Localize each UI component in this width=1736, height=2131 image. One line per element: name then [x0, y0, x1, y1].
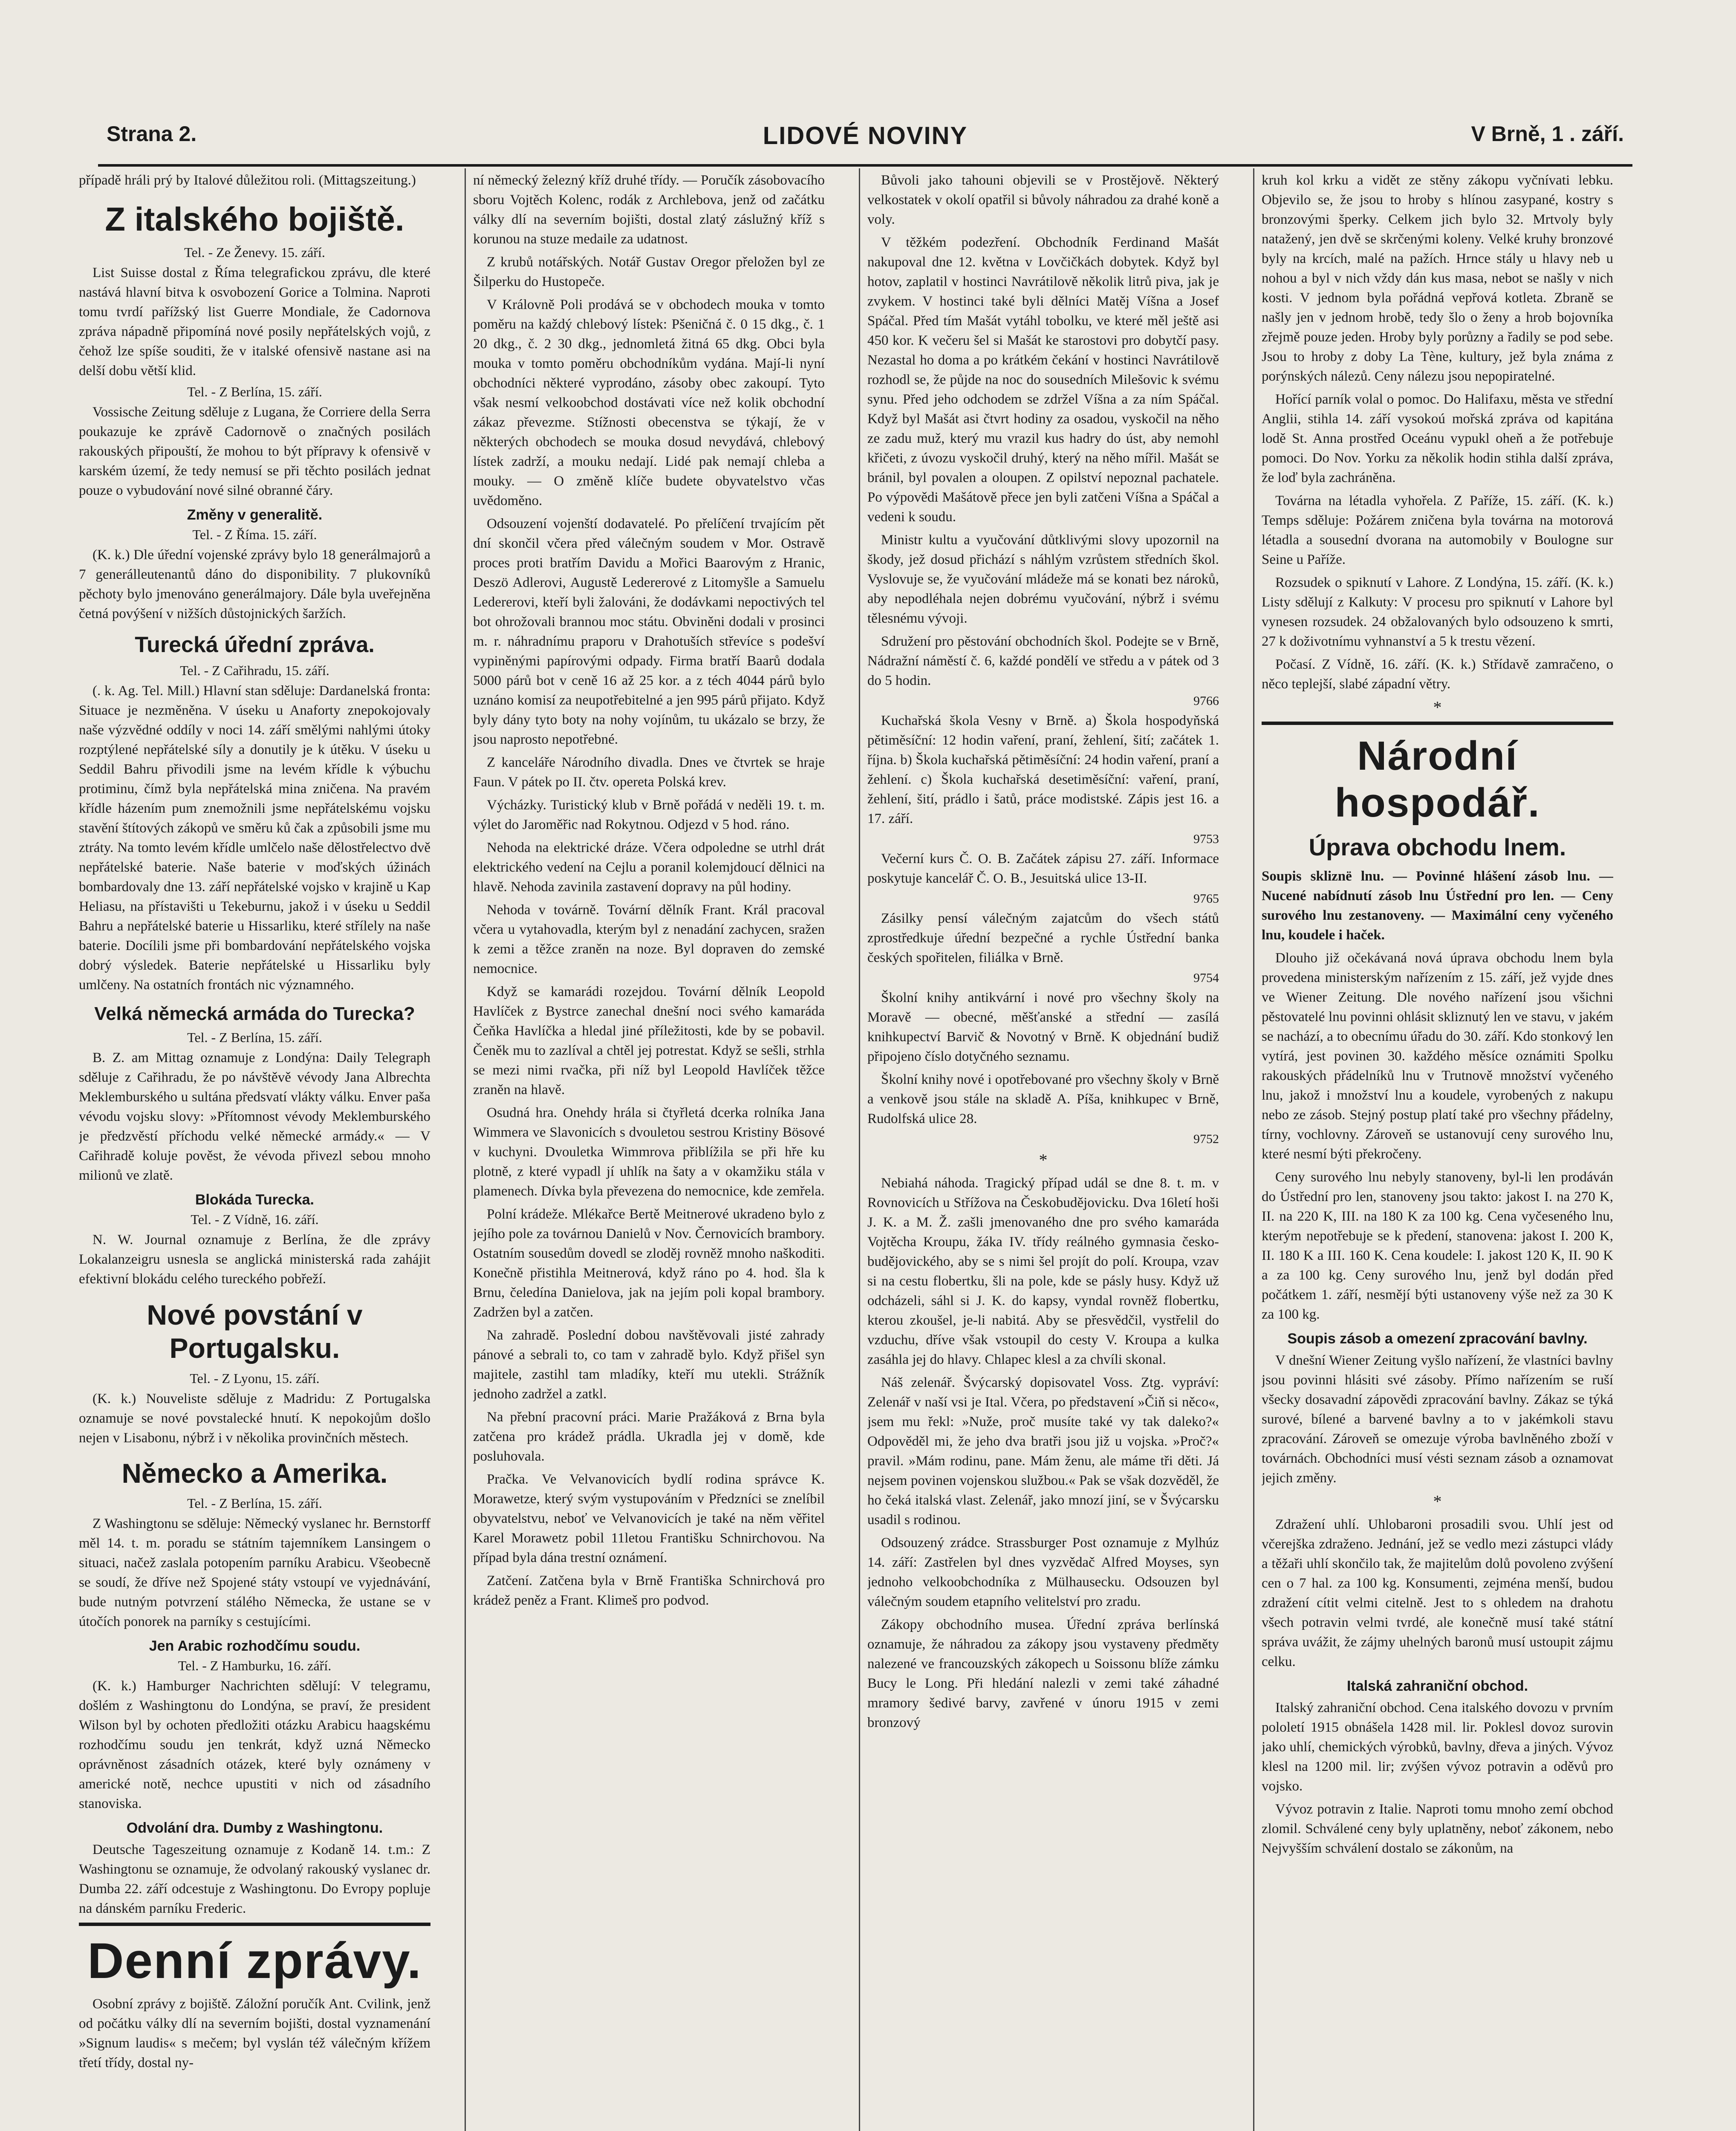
article-text: Školní knihy antikvární i nové pro všechny školy na Moravě — obecné, měšťanské a střední — zasílá knihkupectví Barvič & Novotný v Brně. K objednání budiž připojeno číslo dotyčného seznamu.: [867, 990, 1219, 1064]
article-text: Zákopy obchodního musea. Úřední zpráva berlínská oznamuje, že náhradou za zákopy jsou vystaveny předměty nalezené ve francouzských zákopech u Soissonu blíže zámku Bucy le Long. Při hledání nalezli v zemi také záhadné mramory šedivé barvy, zavřené v únoru 1915 v zemi bronzový: [867, 1617, 1219, 1730]
issue-date: V Brně, 1 . září.: [1471, 122, 1624, 146]
article-text: Rozsudek o spiknutí v Lahore. Z Londýna, 15. září. (K. k.) Listy sdělují z Kalkuty: V procesu pro spiknutí v Lahore byl vynesen rozsudek. 24 obžalovaných bylo odsouzeno k smrti, 27 k doživotnímu vyhnanství a 5 k trestu vězení.: [1262, 575, 1613, 649]
article-text: Hořící parník volal o pomoc. Do Halifaxu, města ve střední Anglii, stihla 14. září vysokoú mořská zpráva od kapitána lodě St. Anna prostřed Oceánu vypukl oheň a že potřebuje pomoci. Do Nov. Yorku za několik hodin stihla další zpráva, že loď byla zachráněna.: [1262, 392, 1613, 485]
article-text: (K. k.) Dle úřední vojenské zprávy bylo 18 generálmajorů a 7 generálleutenantů dáno do disponibility. 7 plukovníků pěchoty bylo jmenováno generálmajory. Dále byla uveřejněna četná povýšení v nižších důstojnických šaržích.: [79, 547, 430, 621]
article-text: Nebiahá náhoda. Tragický případ udál se dne 8. t. m. v Rovnovicích u Střížova na Českobudějovicku. Dva 16letí hoši J. K. a M. Ž. zašli jmenovaného dne pro svého kamaráda Vojtěcha Kroupu, žáka IV. třídy reálného gymnasia česko-budějovického, aby se s nimi šel projít do polí. Kroupa, vzav si na cestu flobertku, šli na pole, kde se pásly husy. Když už odcházeli, sáhl si J. K. do kapsy, vyndal rovněž flobertku, kterou zkoušel, je-li nabitá. Aby se přesvědčil, vystřelil do vzduchu, dříve však vstoupil do cesty V. Kroupa a kulka zasáhla jej do hlavy. Chlapec klesl a za chvíli skonal.: [867, 1175, 1219, 1367]
headline-portugal: Nové povstání v Portugalsku.: [147, 1299, 363, 1364]
article-text: Náš zelenář. Švýcarský dopisovatel Voss. Ztg. vypráví: Zelenář v naší vsi je Ital. Včera, po představení »Čiň si něco«, jsem mu řekl: »Nuže, proč musíte také vy tak daleko?« Odpověděl mi, že jeho dva bratři jsou již u vojska. »Proč?« pravil. »Mám rodinu, pane. Mám ženu, ale máme tři děti. Já nejsem povinen vojenskou službou.« Pak se však dozvěděl, že ho čeká italská vlast. Zelenář, jako mnozí jiní, se v Švýcarsku usadil s rodinou.: [867, 1375, 1219, 1528]
column-2: [473, 170, 825, 2131]
article-text: Kuchařská škola Vesny v Brně. a) Škola hospodyňská pětiměsíční: 12 hodin vaření, praní, žehlení, šití; začátek 1. října. b) Škola kuchařská pětiměsíční: 24 hodin vaření, praní a žehlení. c) Škola kuchařská desetiměsíční: vaření, praní, žehlení, šití, prádlo i šatů, práce modistské. Zápis jest 16. a 17. září.: [867, 713, 1219, 826]
masthead: [107, 121, 1624, 153]
subheadline: Změny v generalitě.: [187, 507, 323, 523]
article-text: ní německý železný kříž druhé třídy. — Poručík zásobovacího sboru Vojtěch Kolenc, rodák z Archlebova, jenž od začátku války dlí na severním bojišti, dostal zlatý záslužný kříž s korunou na stuze medaile za udatnost.: [473, 173, 825, 247]
headline-italian-front: Z italského bojiště.: [105, 200, 404, 238]
article-text: Z krubů notářských. Notář Gustav Oregor přeložen byl ze Šilperku do Hustopeče.: [473, 254, 825, 289]
section-rule: [1262, 722, 1613, 725]
article-text: Vývoz potravin z Italie. Naproti tomu mnoho zemí obchod zlomil. Schválené ceny byly uplatněny, neboť zákonem, nebo Nejvyšším schválení dostalo se zákonům, na: [1262, 1802, 1613, 1856]
article-text: Továrna na létadla vyhořela. Z Paříže, 15. září. (K. k.) Temps sděluje: Požárem zničena byla továrna na motorová létadla a sousední dvorana na automobily v Boulogne sur Seine u Paříže.: [1262, 493, 1613, 567]
newspaper-name: LIDOVÉ NOVINY: [763, 122, 968, 150]
dateline: Tel. - Z Berlína, 15. září.: [187, 384, 322, 399]
ad-number: 9766: [1193, 694, 1219, 708]
article-text: Na zahradě. Poslední dobou navštěvovali jisté zahrady pánové a sebrali to, co tam v zahradě bylo. Když přišel syn majitele, zastihl tam mladíky, kteří mu utekli. Strážník jednoho zadržel a zatkl.: [473, 1328, 825, 1402]
headline-turkish-report: Turecká úřední zpráva.: [135, 632, 375, 657]
column-divider: [465, 168, 466, 2131]
article-text: Osobní zprávy z bojiště. Záložní poručík Ant. Cvilink, jenž od počátku války dlí na severním bojišti, dostal vyznamenání »Signum laudis« s mečem; byl vyslán též válečným křížem třetí třídy, dostal ny-: [79, 1996, 430, 2070]
article-text: Večerní kurs Č. O. B. Začátek zápisu 27. září. Informace poskytuje kancelář Č. O. B., Jesuitská ulice 13-II.: [867, 851, 1219, 886]
dateline: Tel. - Z Říma. 15. září.: [192, 527, 317, 542]
section-rule: [79, 1923, 430, 1926]
section-title-economy: Národní hospodář.: [1334, 733, 1540, 826]
subheadline: Odvolání dra. Dumby z Washingtonu.: [126, 1820, 383, 1836]
subheadline: Blokáda Turecka.: [195, 1192, 315, 1208]
article-text: Pračka. Ve Velvanovicích bydlí rodina správce K. Morawetze, který svým vystupováním v Předzníci se znelíbil obyvatelstvu, neboť ve Velvanovicích je také na něm věřitel Karel Morawetz pobil 11letou Františku Schnirchovou. Na případ byla dána trestní oznámení.: [473, 1472, 825, 1565]
headline-germany-america: Německo a Amerika.: [121, 1458, 388, 1489]
article-text: Polní krádeže. Mlékařce Bertě Meitnerové ukradeno bylo z jejího pole za továrnou Danielů v Nov. Černovicích brambory. Ostatním sousedům dovedl se zloděj rovněž mnoho naškoditi. Konečně přistihla Meitnerová, když ráno po 4. hod. šla k Brnu, čeledína Danielova, jak na jejím poli kopal brambory. Zadržen byl a zatčen.: [473, 1207, 825, 1320]
article-text: (K. k.) Hamburger Nachrichten sdělují: V telegramu, došlém z Washingtonu do Londýna, se praví, že president Wilson byl by ochoten předložiti otázku Arabicu haagskému rozhodčímu soudu jen tenkrát, když uzná Německo oprávněnost zásadních otázek, které byly oznámeny v americké notě, nechce upustiti v nich od zásadního stanoviska.: [79, 1678, 430, 1811]
headline-german-army: Velká německá armáda do Turecka?: [94, 1003, 415, 1024]
article-text: Osudná hra. Onehdy hrála si čtyřletá dcerka rolníka Jana Wimmera ve Slavonicích s dvouletou sestrou Kristiny Bösové v kuchyni. Dvouletka Wimmrova přiblížila se při hře ku plotně, z které vypadl jí uhlík na šaty a v okamžiku stála v plamenech. Dívka byla převezena do nemocnice, kde zemřela.: [473, 1105, 825, 1199]
column-3: [867, 170, 1219, 2131]
article-text: Z Washingtonu se sděluje: Německý vyslanec hr. Bernstorff měl 14. t. m. poradu se státním tajemníkem Lansingem o situaci, načež zaslala potopením parníku Arabicu. Všeobecně se soudí, že dříve než Spojené státy vstoupí ve vyjednávání, bude nutným potvrzení stálého Německa, že ustane se v útočích ponorek na parníky s cestujícími.: [79, 1516, 430, 1629]
column-1: [79, 170, 430, 2131]
dateline: Tel. - Z Berlína, 15. září.: [187, 1496, 322, 1511]
article-text: Ceny surového lnu nebyly stanoveny, byl-li len prodáván do Ústřední pro len, stanoveny jsou takto: jakost I. na 270 K, II. na 220 K, III. na 180 K za 100 kg. Cena vyčeseného lnu, kterým nepotřebuje se k předení, stanovena: jakost I. 200 K, II. 180 K a III. 160 K. Cena koudele: I. jakost 120 K, II. 90 K a za 100 kg. Ceny surového lnu, jenž byl dodán před počátkem 1. září, nesmějí býti ustanoveny výše než za 30 K za 100 kg.: [1262, 1169, 1613, 1322]
article-text: Výcházky. Turistický klub v Brně pořádá v neděli 19. t. m. výlet do Jaroměřic nad Rokytnou. Odjezd v 5 hod. ráno.: [473, 797, 825, 832]
section-title-daily-news: Denní zprávy.: [87, 1933, 422, 1989]
article-text: List Suisse dostal z Říma telegrafickou zprávu, dle které nastává hlavní bitva k osvobození Gorice a Tolmina. Naproti tomu tvrdí pařížský list Guerre Mondiale, že Cadornova zpráva nápadně připomíná nové posily nepřátelských vojů, z čehož lze spíše souditi, že v italské ofensivě nastane asi na delší dobu větší klid.: [79, 265, 430, 378]
article-text: Na přební pracovní práci. Marie Pražáková z Brna byla zatčena pro krádež prádla. Ukradla jej v domě, kde posluhovala.: [473, 1409, 825, 1464]
article-text: N. W. Journal oznamuje z Berlína, že dle zprávy Lokalanzeigru usnesla se anglická ministerská rada zahájit efektivní blokádu celého tureckého pobřeží.: [79, 1232, 430, 1287]
article-text: Školní knihy nové i opotřebované pro všechny školy v Brně a venkově jsou stále na skladě A. Píša, knihkupec v Brně, Rudolfská ulice 28.: [867, 1072, 1219, 1126]
article-text: Deutsche Tageszeitung oznamuje z Kodaně 14. t.m.: Z Washingtonu se oznamuje, že odvolaný rakouský vyslanec dr. Dumba 22. září odcestuje z Washingtonu. Do Evropy popluje na dánském parníku Frederic.: [79, 1842, 430, 1916]
ad-number: 9752: [1193, 1132, 1219, 1146]
dateline: Tel. - Z Lyonu, 15. září.: [190, 1371, 320, 1386]
article-text: kruh kol krku a vidět ze stěny zákopu vyčnívati lebku. Objevilo se, že jsou to hroby s hlínou zasypané, kostry s bronzovými šperky. Celkem jich bylo 32. Mrtvoly byly natažený, jen dvě se skrčenými koleny. Velké kruhy bronzové byly na krcích, malé na pažích. Hrnce stály u hlavy neb u nohou a byl v nich vždy dán kus masa, nebot se našly v nich kosti. V jednom byla pořádná vepřová kotleta. Zbraně se našly jen v jednom hrobě, tedy šlo o ženy a hrob bojovníka zřejmě pouze jeden. Hroby byly porůzny a řadily se pod sebe. Jsou to hroby z doby La Tène, kultury, jež byla známa z porýnských nálezů. Ceny nálezu jsou nepopiratelné.: [1262, 173, 1613, 384]
article-text: Zatčení. Zatčena byla v Brně Františka Schnirchová pro krádež peněz a Frant. Klimeš pro podvod.: [473, 1573, 825, 1608]
article-text: Když se kamarádi rozejdou. Tovární dělník Leopold Havlíček z Bystrce zanechal dnešní noci svého kamaráda Čeňka Havlíčka a hledal jiné příležitosti, kde by se pobavil. Čeněk mu to zazlíval a chtěl jej potrestat. Když se sešli, strhla se mezi nimi rvačka, při níž byl Leopold Havlíček těžce zraněn na hlavě.: [473, 984, 825, 1097]
dateline: Tel. - Ze Ženevy. 15. září.: [184, 245, 325, 260]
column-divider: [859, 168, 860, 2131]
article-text: Nehoda v továrně. Tovární dělník Frant. Král pracoval včera u vytahovadla, kterým byl z nenadání zachycen, sražen k zemi a těžce zraněn na noze. Byl dopraven do zemské nemocnice.: [473, 902, 825, 976]
column-4: [1262, 170, 1613, 2131]
article-text: Zásilky pensí válečným zajatcům do všech států zprostředkuje úřední bezpečné a rychle Ústřední banka českých spořitelen, filiálka v Brně.: [867, 911, 1219, 965]
article-text: Z kanceláře Národního divadla. Dnes ve čtvrtek se hraje Faun. V pátek po II. čtv. opereta Polská krev.: [473, 755, 825, 790]
dateline: Tel. - Z Cařihradu, 15. září.: [180, 663, 329, 678]
article-text: Zdražení uhlí. Uhlobaroni prosadili svou. Uhlí jest od včerejška zdraženo. Jednání, jež se vedlo mezi zástupci vlády a těžaři uhlí skončilo tak, že majitelům dolů povoleno zvýšení cen o 7 hal. za 100 kg. Konsumenti, zejména menší, budou zdražení cítit velmi citelně. Jest to s ohledem na drahotu všech potravin velmi tvrdé, ale konečně musí také státní správa uvážit, že zájmy uhelných baronů musí ustoupit zájmu celku.: [1262, 1517, 1613, 1669]
article-text: V těžkém podezření. Obchodník Ferdinand Mašát nakupoval dne 12. května v Lovčičkách dobytek. Když byl hotov, zaplatil v hostinci Navrátilově několik litrů piva, jak je zvykem. V hostinci také byli dělníci Matěj Víšna a Josef Spáčal. Před tím Mašát vytáhl tobolku, ve které měl ještě asi 450 kor. K večeru šel si Mašát ke starostovi pro dobytčí pasy. Nezastal ho doma a po krátkém čekání v hostinci Navrátilově rozhodl se, že půjde na noc do sousedních Milešovic k svému synu. Před jeho odchodem se zdržel Víšna a za ním Spáčal. Když byl Mašát asi čtvrt hodiny za osadou, vyskočil na něho ze zadu muž, který mu vrazil kus hadry do úst, aby nemohl křičeti, z úvozu vyskočil druhý, který na něho mířil. Mašát se bránil, byl povalen a oloupen. Z opilství nepoznal pachatele. Po výpovědi Mašátově přece jen byli zatčeni Víšna a Spáčal a vedeni k soudu.: [867, 235, 1219, 525]
article-text: Počasí. Z Vídně, 16. září. (K. k.) Střídavě zamračeno, o něco teplejší, slabé západní větry.: [1262, 657, 1613, 692]
separator-star: *: [1433, 1492, 1442, 1511]
article-text: Dlouho již očekávaná nová úprava obchodu lnem byla provedena ministerským nařízením z 15. září, jež vyjde dnes ve Wiener Zeitung. Dle nového nařízení jsou všichni pěstovatelé lnu povinni ohlásit skliznutý len ve stavu, v jakém se nachází, a to obecnímu úřadu do 30. září. Kdo stonkový len vytírá, jest povinen 30. každého měsíce oznámiti Spolku rakouských přádelníků lnu v Trutnově množství vyčeného lnu, jakož i množství lnu a koudele, vyrobených z nakupu nebo ze zásob. Stejný postup platí také pro všechny přádelny, tírny, vochlovny. Zároveň se ustanovují ceny surového lnu, které nesmí býti překročeny.: [1262, 950, 1613, 1162]
section-subtitle: Úprava obchodu lnem.: [1308, 834, 1566, 860]
article-text: Bůvoli jako tahouni objevili se v Prostějově. Některý velkostatek v okolí opatřil si bůvoly náhradou za drahé koně a voly.: [867, 173, 1219, 227]
dateline: Tel. - Z Hamburku, 16. září.: [178, 1658, 332, 1673]
separator-star: *: [1039, 1150, 1048, 1169]
article-text: Ministr kultu a vyučování důtklivými slovy upozornil na škody, jež dosud přichází s náhlým vzrůstem středních škol. Vyslovuje se, že vyučování mládeže má se konati bez nároků, aby nepodléhala nejen dobrému vyučování, nýbrž i svému tělesnému vývoji.: [867, 532, 1219, 626]
article-text: Odsouzení vojenští dodavatelé. Po přelíčení trvajícím pět dní skončil včera před válečným soudem v Mor. Ostravě proces proti bratřím Davidu a Mořici Baarovým z Hranic, Deszö Adlerovi, Augustě Ledererové z Litomyšle a Samuelu Ledererovi, kteří byli žalováni, že dodávkami nepoctivých tel bot ohrožovali brannou moc státu. Obviněni dodali v prosinci m. r. náhradnímu praporu v Drahotuších střevíce s podešví vypiněnými papírovými odpady. Firma bratří Baarů dodala 5000 párů bot v ceně 16 až 25 kor. a z téch 4044 párů bylo uznáno komisí za neupotřebitelné a jen 995 párů přijato. Když byly dány tyto boty na nohy vojínům, tu ukázalo se brzy, že jsou naprosto nepotřebné.: [473, 516, 825, 747]
article-text: V Královně Poli prodává se v obchodech mouka v tomto poměru na každý chlebový lístek: Pšeničná č. 0 15 dkg., č. 1 20 dkg., č. 2 30 dkg., jednomletá žitná 65 dkg. Obci byla mouka v tomto poměru obchodníkům vydána. Mají-li nyní obchodníci některé vyprodáno, zásoby obec zakoupí. Tyto však nesmí velkoobchod dostávati více než kolik obchodní zákaz převezme. Stížnosti obecenstva se týkají, že v některých obchodech se mouka dosud nevydává, chlebový lístek zadrží, a mouku nedají. Lidé pak nemají chleba a mouky. — O změně klíče budete obyvatelstvo včas uvědoměno.: [473, 297, 825, 508]
ad-number: 9753: [1193, 832, 1219, 846]
column-divider: [1253, 168, 1254, 2131]
ad-number: 9765: [1193, 892, 1219, 906]
article-text: Italský zahraniční obchod. Cena italského dovozu v prvním pololetí 1915 obnášela 1428 mil. lir. Poklesl dovoz surovin jako uhlí, chemických výrobků, bavlny, dřeva a jiných. Vývoz klesl na 1200 mil. lir; zvýšen vývoz potravin a oděvů pro vojsko.: [1262, 1700, 1613, 1794]
article-text: Vossische Zeitung sděluje z Lugana, že Corriere della Serra poukazuje ke zprávě Cadornově o značných posilách rakouských připouští, že mohou to být přípravy k ofensivě v karském území, že tedy nemusí se při těchto posilách jednat pouze o vybudování nové silné obranné čáry.: [79, 404, 430, 498]
page-number: Strana 2.: [107, 122, 197, 146]
subheadline: Jen Arabic rozhodčímu soudu.: [149, 1638, 361, 1654]
ad-number: 9754: [1193, 971, 1219, 985]
subheadline: Soupis zásob a omezení zpracování bavlny.: [1287, 1331, 1588, 1347]
separator-star: *: [1433, 698, 1442, 717]
masthead-rule: [98, 164, 1632, 167]
article-text: Odsouzený zrádce. Strassburger Post oznamuje z Mylhúz 14. září: Zastřelen byl dnes vyzvědač Alfred Moyses, syn jednoho velkoobchodníka z Mülhausecku. Odsouzen byl válečným soudem etapního velitelství pro zradu.: [867, 1535, 1219, 1609]
dateline: Tel. - Z Berlína, 15. září.: [187, 1030, 322, 1045]
article-text: V dnešní Wiener Zeitung vyšlo nařízení, že vlastníci bavlny jsou povinni hlásiti své zásoby. Přímo nařízením se ruší všecky dosavadní zápovědi zpracování bavlny. Zákaz se týká surové, bílené a barvené bavlny a to v jakémkoli stavu zpracování. Zároveň se omezuje výroba bavlněného zboží v továrnách. Obchodníci musí vésti seznam zásob a oznamovat jejich změny.: [1262, 1353, 1613, 1486]
article-text: B. Z. am Mittag oznamuje z Londýna: Daily Telegraph sděluje z Cařihradu, že po návštěvě vévody Jana Albrechta Meklemburského u sultána předsvatí vlákty válku. Enver paša vévodu vojsku slovy: »Přítomnost vévody Meklemburského je předzvěstí příchodu velké německé armády.« — V Cařihradě koluje pověst, že vévoda přivezl sebou mnoho milionů ve zlatě.: [79, 1050, 430, 1183]
article-text: Nehoda na elektrické dráze. Včera odpoledne se utrhl drát elektrického vedení na Cejlu a poranil kolemjdoucí dělnici na hlavě. Nehoda zavinila zastavení dopravy na půl hodiny.: [473, 840, 825, 895]
article-summary: Soupis skliznë lnu. — Povinné hlášení zásob lnu. — Nucené nabídnutí zásob lnu Ústřední pro len. — Ceny surového lnu zestanoveny. — Maximální ceny vyčeného lnu, koudele i haček.: [1262, 869, 1613, 943]
article-text: Sdružení pro pěstování obchodních škol. Podejte se v Brně, Nádražní náměstí č. 6, každé pondělí ve středu a v pátek od 3 do 5 hodin.: [867, 634, 1219, 688]
article-text: (K. k.) Nouveliste sděluje z Madridu: Z Portugalska oznamuje se nové povstalecké hnutí. K nepokojům došlo nejen v Lisabonu, nýbrž i v několika provinčních městech.: [79, 1391, 430, 1446]
article-text: (. k. Ag. Tel. Mill.) Hlavní stan sděluje: Dardanelská fronta: Situace je nezměněna. V úseku u Anaforty znepokojovaly naše výzvědné oddíly v noci 14. září smělými nahlými útoky rozptýlené nepřátelské síly a donutily je k útěku. V úseku u Seddil Bahru přivodili jsme na levém křídle k výbuchu protiminu, čímž byla nepřátelská mina zničena. Na pravém křídle házením pum znemožnili jsme nepřátelskému vojsku stavění štítových zákopů ve směru ků čak a způsobili jsme mu ztráty. Na tomto levém křídle umlčelo naše dělostřelectvo dvě nepřátelské baterie. Naše baterie v moďských úžinách bombardovaly dne 13. září nepřátelské vojsko v krajině u Kap Heliasu, na přístavišti u Tekeburnu, jakož i v úseku u Seddil Bahru a nepřátelské baterie u Hissarliku, které střílely na naše baterie. Docílili jsme při bombardování nepřátelského vojska dobrý výsledek. Baterie nepřátelské u Hissarliku byly umlčeny. Na ostatních frontách nic významného.: [79, 683, 430, 993]
dateline: Tel. - Z Vídně, 16. září.: [191, 1212, 319, 1227]
subheadline: Italská zahraniční obchod.: [1346, 1678, 1528, 1694]
lead-text: případě hráli prý by Italové důležitou roli. (Mittagszeitung.): [79, 173, 416, 188]
